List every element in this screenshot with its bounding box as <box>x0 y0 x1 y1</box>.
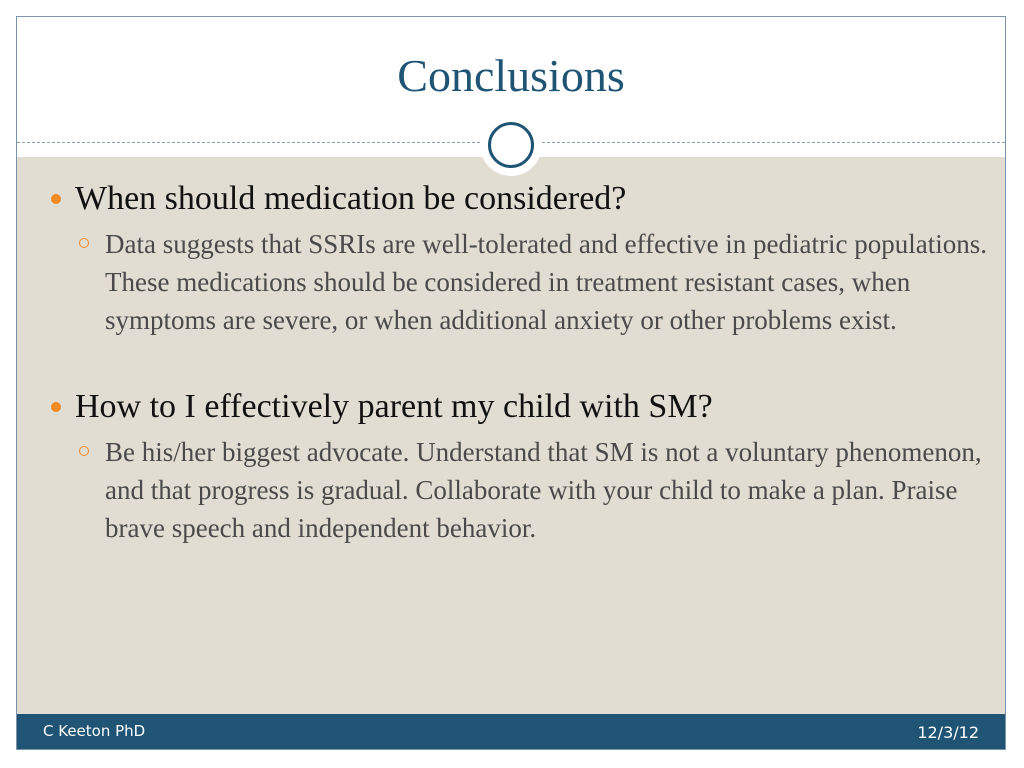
sub-bullet-text: Data suggests that SSRIs are well-tolerated and effective in pediatric populations. These medications should be considered in treatment resistant cases, when symptoms are severe, or when additional anxiety or other problems exist. <box>105 229 987 335</box>
sub-bullet-ring-icon <box>79 446 89 456</box>
bullet-medication <box>47 177 987 221</box>
sub-bullet-parenting <box>47 433 987 547</box>
bullet-parenting <box>47 385 987 429</box>
bullet-text: When should medication be considered? <box>75 180 627 217</box>
sub-bullet-text: Be his/her biggest advocate. Understand that SM is not a voluntary phenomenon, and that progress is gradual. Collaborate with your child to make a plan. Praise brave speech and independent behavior. <box>105 437 982 543</box>
bullet-dot-icon <box>51 194 61 204</box>
slide <box>16 16 1006 750</box>
bullet-dot-icon <box>51 402 61 412</box>
slide-footer <box>17 714 1005 749</box>
footer-author: C Keeton PhD <box>43 722 146 740</box>
slide-title: Conclusions <box>397 50 625 101</box>
ornament-ring <box>488 122 534 168</box>
footer-date: 12/3/12 <box>917 723 979 742</box>
bullet-text: How to I effectively parent my child with SM? <box>75 388 713 425</box>
sub-bullet-ring-icon <box>79 238 89 248</box>
sub-bullet-medication <box>47 225 987 339</box>
spacer <box>47 339 987 385</box>
circle-ornament-icon <box>480 114 542 176</box>
slide-content <box>47 177 987 547</box>
